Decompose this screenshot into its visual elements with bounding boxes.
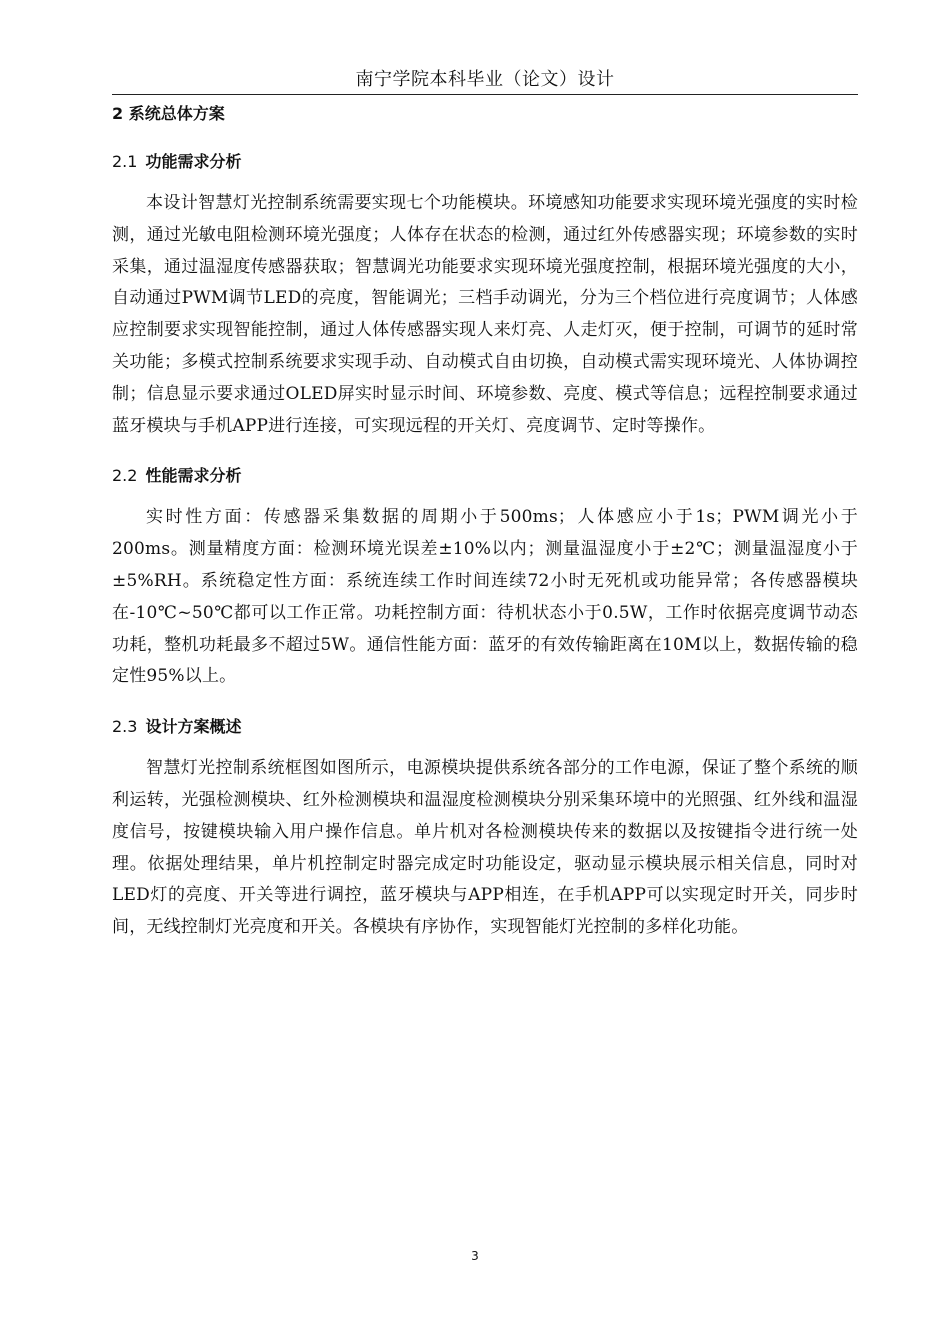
document-body — [112, 98, 858, 962]
section-title: 功能需求分析 — [145, 152, 242, 171]
section-paragraph-2-3: 智慧灯光控制系统框图如图所示，电源模块提供系统各部分的工作电源，保证了整个系统的顺利运转，光强检测模块、红外检测模块和温湿度检测模块分别采集环境中的光照强、红外线和温湿度信号，按键模块输入用户操作信息。单片机对各检测模块传来的数据以及按键指令进行统一处理。依据处理结果，单片机控制定时器完成定时功能设定，驱动显示模块展示相关信息，同时对LED灯的亮度、开关等进行调控，蓝牙模块与APP相连，在手机APP可以实现定时开关，同步时间，无线控制灯光亮度和开关。各模块有序协作，实现智能灯光控制的多样化功能。 — [112, 758, 858, 938]
section-heading-2-2 — [112, 460, 858, 492]
header-title: 南宁学院本科毕业（论文）设计 — [355, 69, 615, 90]
section-number: 2.1 — [112, 152, 138, 171]
page-number: 3 — [471, 1249, 479, 1263]
chapter-heading: 2 系统总体方案 — [112, 104, 225, 123]
section-heading-2-1 — [112, 146, 858, 178]
section-title: 设计方案概述 — [145, 717, 242, 737]
section-number: 2.3 — [112, 717, 138, 737]
section-heading-2-3 — [112, 711, 858, 743]
section-paragraph-2-1: 本设计智慧灯光控制系统需要实现七个功能模块。环境感知功能要求实现环境光强度的实时检测，通过光敏电阻检测环境光强度；人体存在状态的检测，通过红外传感器实现；环境参数的实时采集，通过温湿度传感器获取；智慧调光功能要求实现环境光强度控制，根据环境光强度的大小，自动通过PWM调节LED的亮度，智能调光；三档手动调光，分为三个档位进行亮度调节；人体感应控制要求实现智能控制，通过人体传感器实现人来灯亮、人走灯灭，便于控制，可调节的延时常关功能；多模式控制系统要求实现手动、自动模式自由切换，自动模式需实现环境光、人体协调控制；信息显示要求通过OLED屏实时显示时间、环境参数、亮度、模式等信息；远程控制要求通过蓝牙模块与手机APP进行连接，可实现远程的开关灯、亮度调节、定时等操作。 — [112, 193, 858, 436]
page-header — [112, 66, 858, 95]
section-title: 性能需求分析 — [145, 466, 242, 486]
section-number: 2.2 — [112, 466, 138, 486]
section-paragraph-2-2: 实时性方面：传感器采集数据的周期小于500ms；人体感应小于1s；PWM调光小于200ms。测量精度方面：检测环境光误差±10%以内；测量温湿度小于±2℃；测量温湿度小于±5%RH。系统稳定性方面：系统连续工作时间连续72小时无死机或功能异常；各传感器模块在-10℃~50℃都可以工作正常。功耗控制方面：待机状态小于0.5W，工作时依据亮度调节动态功耗，整机功耗最多不超过5W。通信性能方面：蓝牙的有效传输距离在10M以上，数据传输的稳定性95%以上。 — [112, 507, 858, 687]
